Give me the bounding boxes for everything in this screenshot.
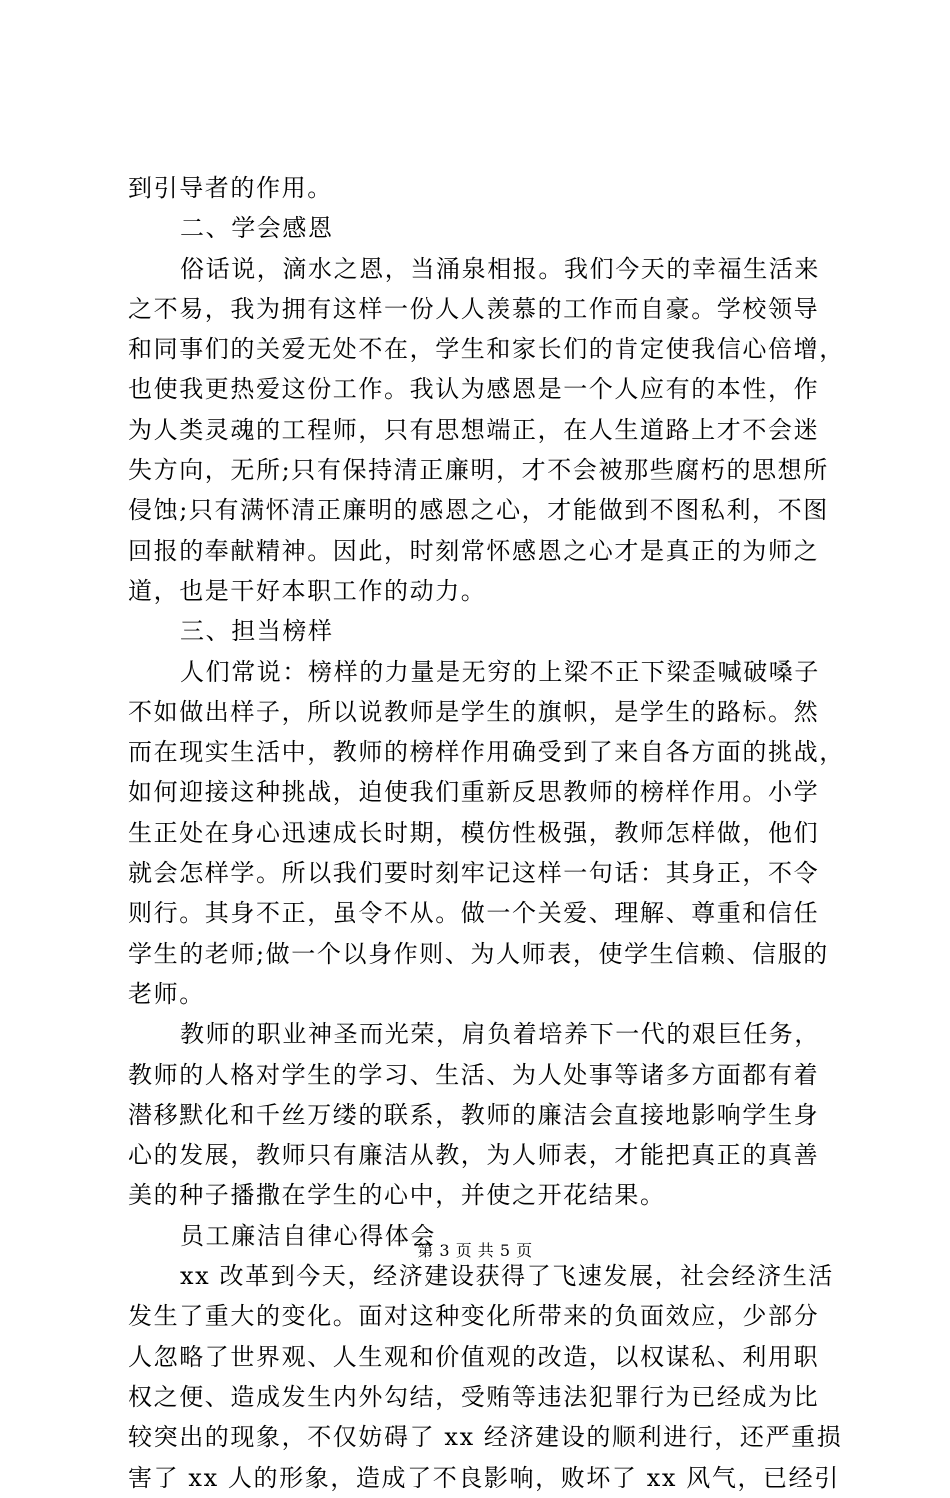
text-line: 而在现实生活中，教师的榜样作用确受到了来自各方面的挑战， (128, 738, 845, 767)
text-line: 失方向，无所;只有保持清正廉明，才不会被那些腐朽的思想所 (128, 456, 829, 485)
text-line: 到引导者的作用。 (128, 174, 333, 202)
text-line: 三、担当榜样 (180, 617, 334, 646)
text-line: 老师。 (128, 979, 205, 1008)
text-line: xx 改革到今天，经济建设获得了飞速发展，社会经济生活 (180, 1262, 834, 1291)
text-line: 心的发展，教师只有廉洁从教，为人师表，才能把真正的真善 (128, 1141, 820, 1170)
text-line: 权之便、造成发生内外勾结，受贿等违法犯罪行为已经成为比 (128, 1382, 820, 1411)
text-line: 教师的人格对学生的学习、生活、为人处事等诸多方面都有着 (128, 1060, 820, 1089)
text-line: 生正处在身心迅速成长时期，模仿性极强，教师怎样做，他们 (128, 818, 820, 847)
text-line: 美的种子播撒在学生的心中，并使之开花结果。 (128, 1181, 666, 1210)
text-line: 二、学会感恩 (180, 214, 334, 243)
text-line: 害了 xx 人的形象，造成了不良影响，败坏了 xx 风气，已经引 (128, 1463, 840, 1492)
text-line: 和同事们的关爱无处不在，学生和家长们的肯定使我信心倍增， (128, 335, 845, 364)
text-line: 人忽略了世界观、人生观和价值观的改造，以权谋私、利用职 (128, 1342, 820, 1371)
text-line: 也使我更热爱这份工作。我认为感恩是一个人应有的本性，作 (128, 375, 820, 404)
text-line: 发生了重大的变化。面对这种变化所带来的负面效应，少部分 (128, 1302, 820, 1331)
text-line: 潜移默化和千丝万缕的联系，教师的廉洁会直接地影响学生身 (128, 1100, 820, 1129)
document-body (128, 168, 845, 1498)
text-line: 回报的奉献精神。因此，时刻常怀感恩之心才是真正的为师之 (128, 536, 820, 565)
text-line: 就会怎样学。所以我们要时刻牢记这样一句话：其身正，不令 (128, 859, 820, 888)
text-line: 俗话说，滴水之恩，当涌泉相报。我们今天的幸福生活来 (180, 254, 820, 283)
text-line: 不如做出样子，所以说教师是学生的旗帜，是学生的路标。然 (128, 697, 820, 726)
text-line: 人们常说：榜样的力量是无穷的上梁不正下梁歪喊破嗓子 (180, 657, 820, 686)
page-footer: 第 3 页 共 5 页 (417, 1241, 533, 1260)
text-line: 道，也是干好本职工作的动力。 (128, 576, 487, 605)
text-line: 为人类灵魂的工程师，只有思想端正，在人生道路上才不会迷 (128, 415, 820, 444)
text-line: 教师的职业神圣而光荣，肩负着培养下一代的艰巨任务， (180, 1020, 820, 1049)
text-line: 之不易，我为拥有这样一份人人羡慕的工作而自豪。学校领导 (128, 294, 820, 323)
text-line: 员工廉洁自律心得体会 (180, 1221, 436, 1250)
text-line: 较突出的现象，不仅妨碍了 xx 经济建设的顺利进行，还严重损 (128, 1423, 843, 1452)
text-line: 侵蚀;只有满怀清正廉明的感恩之心，才能做到不图私利，不图 (128, 496, 829, 525)
text-line: 学生的老师;做一个以身作则、为人师表，使学生信赖、信服的 (128, 939, 829, 968)
text-line: 如何迎接这种挑战，迫使我们重新反思教师的榜样作用。小学 (128, 778, 820, 807)
text-line: 则行。其身不正，虽令不从。做一个关爱、理解、尊重和信任 (128, 899, 820, 928)
